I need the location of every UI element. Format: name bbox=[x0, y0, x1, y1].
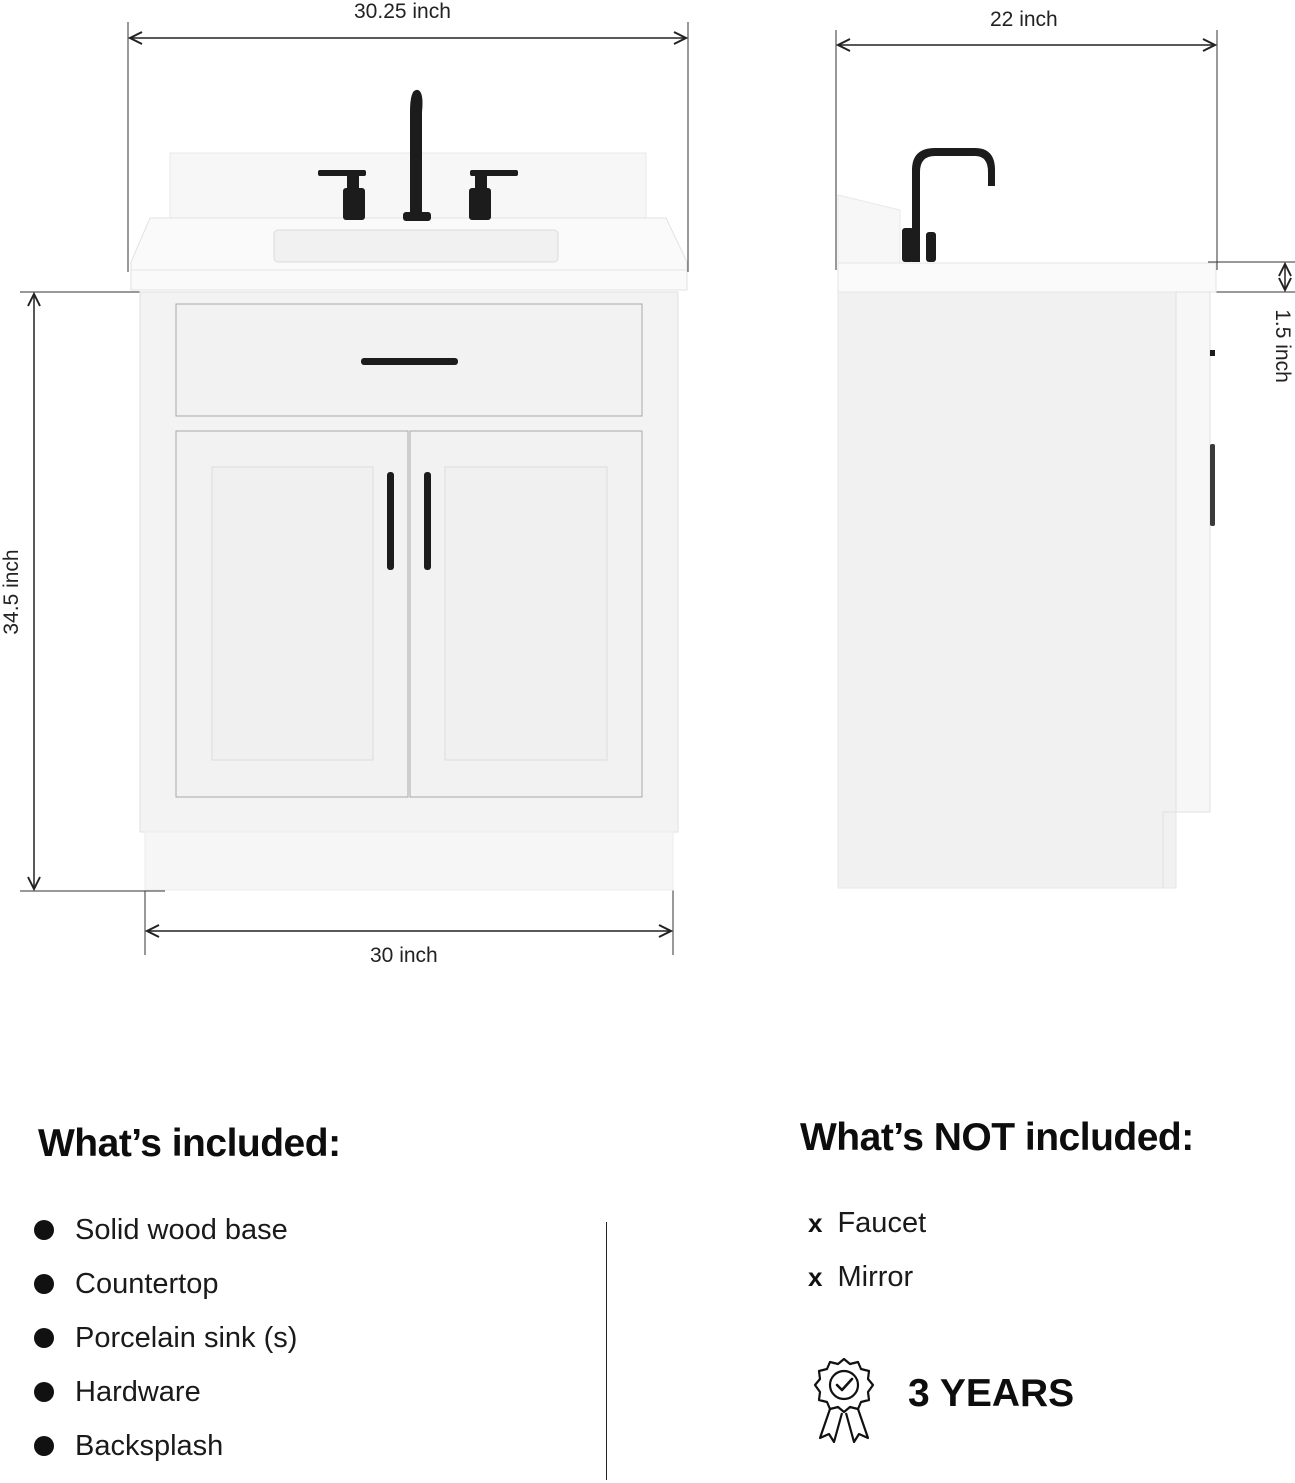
list-item bbox=[808, 1203, 926, 1243]
top-width-label: 30.25 inch bbox=[354, 0, 451, 23]
included-item: Porcelain sink (s) bbox=[75, 1321, 298, 1354]
cabinet-side bbox=[838, 292, 1176, 888]
not-included-item: Faucet bbox=[837, 1206, 927, 1239]
list-item bbox=[34, 1210, 288, 1250]
check-circle-icon bbox=[34, 1220, 54, 1240]
included-item: Hardware bbox=[75, 1375, 201, 1408]
list-item bbox=[34, 1426, 223, 1466]
toe-kick bbox=[145, 832, 673, 890]
included-item: Solid wood base bbox=[75, 1213, 288, 1246]
countertop-thickness-dimension-line bbox=[1208, 262, 1295, 292]
list-item bbox=[34, 1372, 201, 1412]
award-ribbon-check-icon bbox=[812, 1356, 876, 1446]
check-circle-icon bbox=[34, 1436, 54, 1456]
check-circle-icon bbox=[34, 1382, 54, 1402]
list-item bbox=[34, 1264, 219, 1304]
included-heading: What’s included: bbox=[38, 1122, 341, 1165]
depth-label: 22 inch bbox=[990, 8, 1058, 31]
included-item: Countertop bbox=[75, 1267, 219, 1300]
drawer-pull bbox=[361, 358, 458, 365]
faucet-side bbox=[902, 148, 995, 262]
not-included-item: Mirror bbox=[837, 1260, 914, 1293]
check-circle-icon bbox=[34, 1274, 54, 1294]
countertop-side bbox=[838, 263, 1216, 292]
not-included-heading: What’s NOT included: bbox=[800, 1116, 1194, 1159]
list-item bbox=[808, 1257, 913, 1297]
height-label: 34.5 inch bbox=[0, 549, 23, 635]
warranty-label: 3 YEARS bbox=[908, 1372, 1075, 1415]
left-door-pull bbox=[387, 472, 394, 570]
column-divider bbox=[606, 1222, 607, 1480]
x-mark-icon: x bbox=[808, 1207, 823, 1238]
x-mark-icon: x bbox=[808, 1261, 823, 1292]
vanity-side-view bbox=[800, 0, 1295, 1000]
included-item: Backsplash bbox=[75, 1429, 224, 1462]
list-item bbox=[34, 1318, 297, 1358]
sink bbox=[274, 230, 558, 262]
check-circle-icon bbox=[34, 1328, 54, 1348]
vanity-front-view bbox=[0, 0, 720, 1000]
thickness-label: 1.5 inch bbox=[1271, 309, 1294, 383]
right-door-pull bbox=[424, 472, 431, 570]
base-width-label: 30 inch bbox=[370, 944, 438, 967]
